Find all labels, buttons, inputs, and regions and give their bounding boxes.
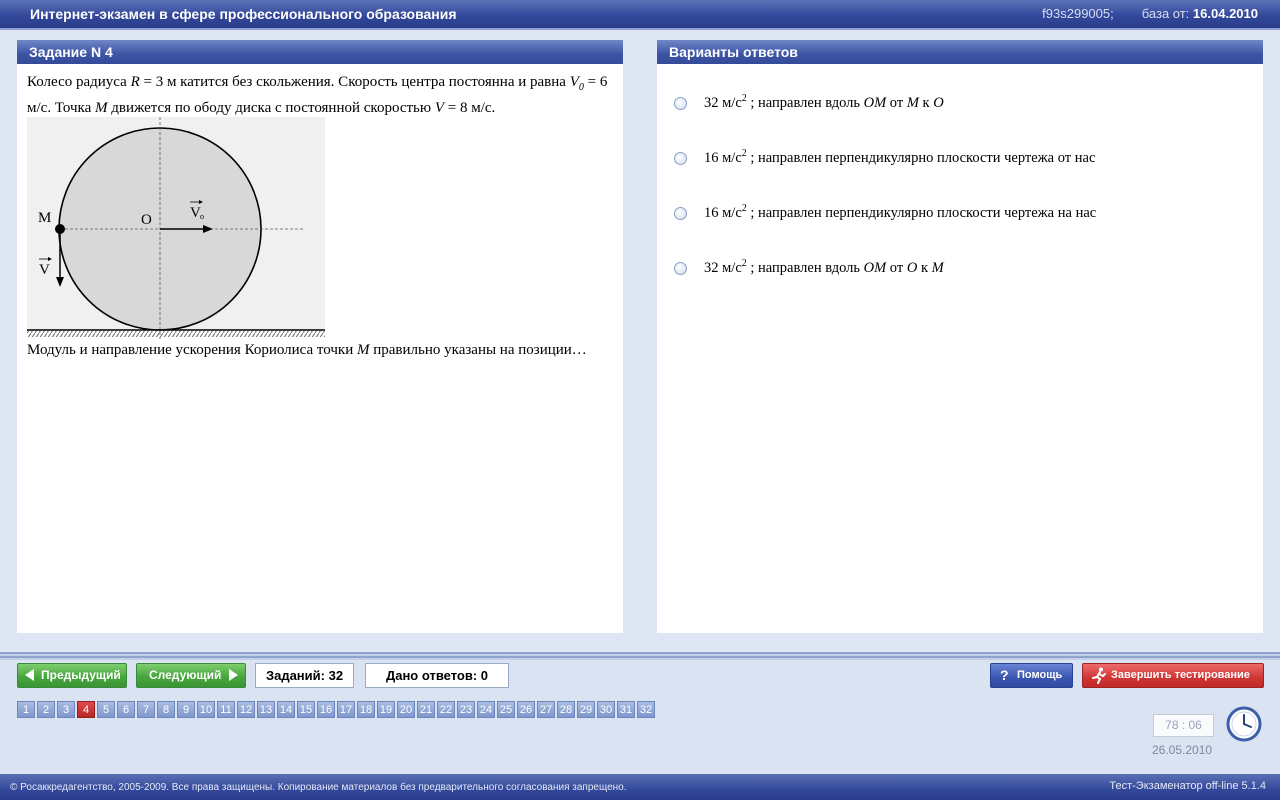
- page-button-12[interactable]: 12: [237, 701, 255, 718]
- page-button-3[interactable]: 3: [57, 701, 75, 718]
- page-button-11[interactable]: 11: [217, 701, 235, 718]
- answers-given: Дано ответов: 0: [365, 663, 509, 688]
- base-date: 16.04.2010: [1192, 6, 1258, 21]
- finish-label: Завершить тестирование: [1111, 669, 1250, 681]
- page-button-20[interactable]: 20: [397, 701, 415, 718]
- question-text: Колесо радиуса R = 3 м катится без скольжения. Скорость центра постоянна и равна $V_0 = 6$ м/с. Точка M движется по ободу диска с постоянной скоростью V = 8 м/с.: [27, 74, 608, 116]
- page-button-10[interactable]: 10: [197, 701, 215, 718]
- session-id: f93s299005;: [1042, 6, 1114, 21]
- page-button-21[interactable]: 21: [417, 701, 435, 718]
- page-button-22[interactable]: 22: [437, 701, 455, 718]
- page-button-13[interactable]: 13: [257, 701, 275, 718]
- page-button-14[interactable]: 14: [277, 701, 295, 718]
- clock-icon: [1225, 705, 1263, 743]
- answers-panel: [657, 40, 1263, 633]
- page-button-4[interactable]: 4: [77, 701, 95, 718]
- page-button-7[interactable]: 7: [137, 701, 155, 718]
- page-button-15[interactable]: 15: [297, 701, 315, 718]
- answer-radio[interactable]: [674, 262, 687, 275]
- app-title: Интернет-экзамен в сфере профессионального образования: [30, 6, 457, 22]
- page-button-16[interactable]: 16: [317, 701, 335, 718]
- page-button-25[interactable]: 25: [497, 701, 515, 718]
- page-button-6[interactable]: 6: [117, 701, 135, 718]
- previous-button[interactable]: [17, 663, 127, 688]
- page-button-5[interactable]: 5: [97, 701, 115, 718]
- answer-radio[interactable]: [674, 97, 687, 110]
- wheel-figure: [27, 117, 325, 339]
- ground-hatch: [27, 331, 325, 337]
- answer-text: 32 $м/с^2$ ; направлен вдоль OM от M к O: [704, 93, 944, 111]
- page-button-29[interactable]: 29: [577, 701, 595, 718]
- navigation-separator: [0, 652, 1280, 660]
- page-button-2[interactable]: 2: [37, 701, 55, 718]
- answers-heading: Варианты ответов: [657, 40, 1263, 64]
- copyright-text: © Росаккредагентство, 2005-2009. Все права защищены. Копирование материалов без предварительного согласования запрещено.: [10, 782, 627, 793]
- page-button-26[interactable]: 26: [517, 701, 535, 718]
- help-label: Помощь: [1017, 669, 1063, 681]
- tasks-total: Заданий: 32: [255, 663, 354, 688]
- finish-test-button[interactable]: [1082, 663, 1264, 688]
- page-button-28[interactable]: 28: [557, 701, 575, 718]
- answer-radio[interactable]: [674, 207, 687, 220]
- point-m: [55, 224, 65, 234]
- running-man-icon: [1091, 667, 1107, 684]
- page-button-32[interactable]: 32: [637, 701, 655, 718]
- label-v0-sub: o: [200, 212, 204, 221]
- base-label: база от:: [1141, 6, 1190, 21]
- arrow-right-icon: [229, 669, 238, 681]
- arrow-left-icon: [25, 669, 34, 681]
- footer-bar: [0, 774, 1280, 800]
- page-button-19[interactable]: 19: [377, 701, 395, 718]
- label-m: M: [38, 210, 52, 226]
- page-button-17[interactable]: 17: [337, 701, 355, 718]
- help-icon: ?: [1000, 667, 1009, 683]
- page-button-30[interactable]: 30: [597, 701, 615, 718]
- page-button-27[interactable]: 27: [537, 701, 555, 718]
- question-prompt: Модуль и направление ускорения Кориолиса точки M правильно указаны на позиции…: [27, 342, 587, 358]
- label-v: V: [39, 262, 50, 278]
- version-text: Тест-Экзаменатор off-line 5.1.4: [1109, 780, 1266, 792]
- answer-radio[interactable]: [674, 152, 687, 165]
- task-heading: Задание N 4: [17, 40, 623, 64]
- title-bar: [0, 0, 1280, 30]
- answer-text: 16 $м/с^2$ ; направлен перпендикулярно плоскости чертежа на нас: [704, 203, 1097, 221]
- page-button-9[interactable]: 9: [177, 701, 195, 718]
- page-button-8[interactable]: 8: [157, 701, 175, 718]
- previous-label: Предыдущий: [41, 668, 121, 682]
- next-label: Следующий: [149, 668, 222, 682]
- label-o: O: [141, 212, 152, 228]
- page-button-23[interactable]: 23: [457, 701, 475, 718]
- current-date: 26.05.2010: [1152, 743, 1213, 757]
- label-v0: V: [190, 205, 201, 221]
- answer-text: 16 $м/с^2$ ; направлен перпендикулярно плоскости чертежа от нас: [704, 148, 1096, 166]
- answer-text: 32 $м/с^2$ ; направлен вдоль OM от O к M: [704, 258, 944, 276]
- session-info: [1042, 6, 1258, 21]
- timer-display: 78 : 06: [1153, 714, 1214, 737]
- page-button-31[interactable]: 31: [617, 701, 635, 718]
- page-button-1[interactable]: 1: [17, 701, 35, 718]
- next-button[interactable]: [136, 663, 246, 688]
- task-panel: [17, 40, 623, 633]
- page-button-18[interactable]: 18: [357, 701, 375, 718]
- page-button-24[interactable]: 24: [477, 701, 495, 718]
- help-button[interactable]: [990, 663, 1073, 688]
